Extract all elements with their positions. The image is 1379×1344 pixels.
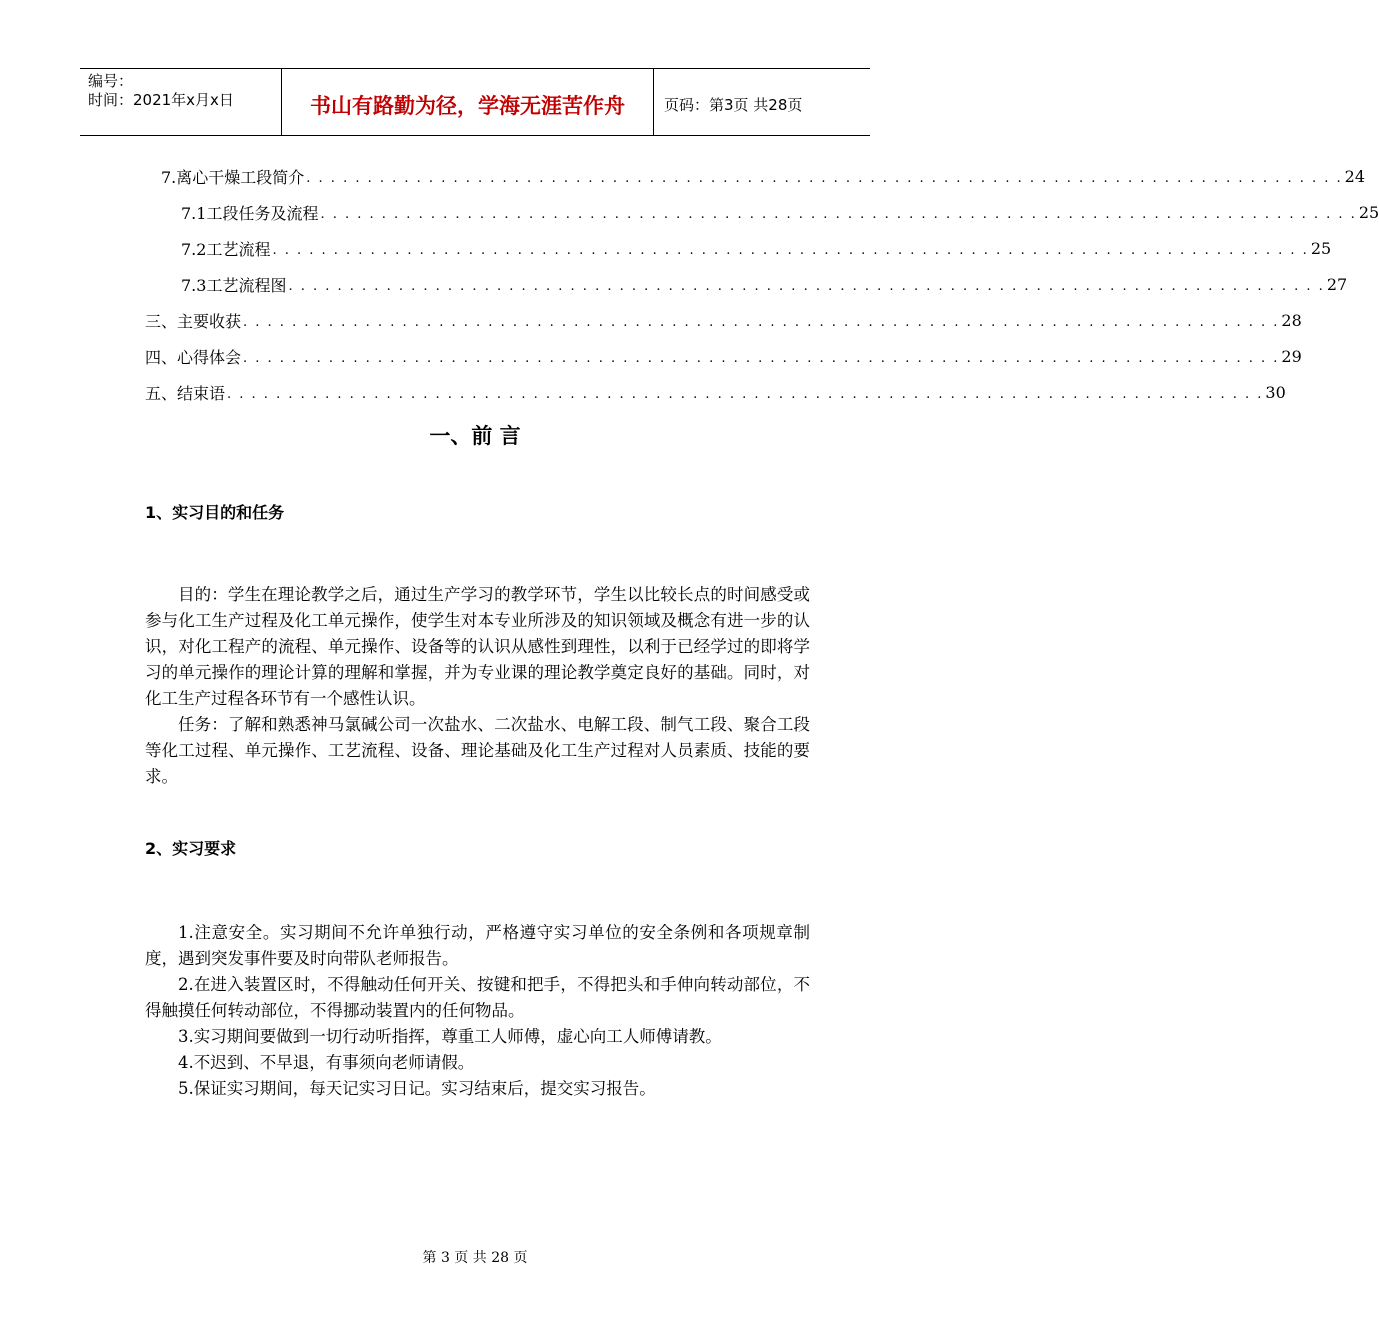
toc-entry-label: 7.2工艺流程 [181, 239, 271, 259]
toc-leader: . . . . . . . . . . . . . . . . . . . . . . . . . . . . . . . . . . . . . . . . . . . . . . . . . . . . . . . . . . . . . . . . . . . . . . . . . . . . . . . . . . . . . [227, 386, 1264, 402]
document-number-label: 编号： [88, 72, 134, 90]
toc-entry[interactable] [145, 338, 1302, 374]
subsection-body [145, 920, 810, 1102]
toc-entry[interactable] [145, 302, 1302, 338]
toc-leader: . . . . . . . . . . . . . . . . . . . . . . . . . . . . . . . . . . . . . . . . . . . . . . . . . . . . . . . . . . . . . . . . . . . . . . . . . . . . . . . . . . . . . [243, 350, 1280, 366]
paragraph: 1.注意安全。实习期间不允许单独行动，严格遵守实习单位的安全条例和各项规章制度，遇到突发事件要及时向带队老师报告。 [145, 923, 810, 968]
subsection-heading: 1、实习目的和任务 [145, 503, 285, 522]
toc-entry-page: 25 [1358, 202, 1379, 222]
toc-entry-page: 25 [1310, 238, 1332, 258]
paragraph: 任务：了解和熟悉神马氯碱公司一次盐水、二次盐水、电解工段、制气工段、聚合工段等化工过程、单元操作、工艺流程、设备、理论基础及化工生产过程对人员素质、技能的要求。 [145, 715, 810, 786]
page-footer: 第 3 页 共 28 页 [422, 1250, 528, 1266]
subsection-body [145, 582, 810, 790]
toc-entry-label: 7.3工艺流程图 [181, 275, 287, 295]
toc-entry-page: 24 [1344, 166, 1366, 186]
page-header [80, 68, 870, 136]
toc-entry[interactable] [145, 266, 1348, 302]
toc-leader: . . . . . . . . . . . . . . . . . . . . . . . . . . . . . . . . . . . . . . . . . . . . . . . . . . . . . . . . . . . . . . . . . . . . . . . . . . . . . . . . . . . . . [320, 206, 1357, 222]
table-of-contents [145, 158, 1379, 410]
section-title: 一、前 言 [429, 424, 521, 448]
toc-entry[interactable] [145, 158, 1366, 194]
header-motto: 书山有路勤为径，学海无涯苦作舟 [282, 69, 654, 135]
toc-leader: . . . . . . . . . . . . . . . . . . . . . . . . . . . . . . . . . . . . . . . . . . . . . . . . . . . . . . . . . . . . . . . . . . . . . . . . . . . . . . . . . . . . . [243, 314, 1280, 330]
header-page-info: 页码：第3页 共28页 [664, 95, 803, 114]
toc-entry-label: 三、主要收获 [145, 311, 242, 331]
toc-entry[interactable] [145, 194, 1379, 230]
paragraph: 目的：学生在理论教学之后，通过生产学习的教学环节，学生以比较长点的时间感受或参与化工生产过程及化工单元操作，使学生对本专业所涉及的知识领域及概念有进一步的认识，对化工程产的流程、单元操作、设备等的认识从感性到理性，以利于已经学过的即将学习的单元操作的理论计算的理解和掌握，并为专业课的理论教学奠定良好的基础。同时，对化工生产过程各环节有一个感性认识。 [145, 585, 810, 708]
paragraph: 4.不迟到、不早退，有事须向老师请假。 [178, 1053, 475, 1072]
paragraph: 5.保证实习期间，每天记实习日记。实习结束后，提交实习报告。 [178, 1079, 656, 1098]
toc-leader: . . . . . . . . . . . . . . . . . . . . . . . . . . . . . . . . . . . . . . . . . . . . . . . . . . . . . . . . . . . . . . . . . . . . . . . . . . . . . . . . . . . . . [288, 278, 1325, 294]
toc-leader: . . . . . . . . . . . . . . . . . . . . . . . . . . . . . . . . . . . . . . . . . . . . . . . . . . . . . . . . . . . . . . . . . . . . . . . . . . . . . . . . . . . . . [306, 170, 1343, 186]
toc-entry-page: 28 [1281, 310, 1302, 330]
toc-entry-label: 7.1工段任务及流程 [181, 203, 319, 223]
toc-entry-label: 四、心得体会 [145, 347, 242, 367]
paragraph: 3.实习期间要做到一切行动听指挥，尊重工人师傅，虚心向工人师傅请教。 [178, 1027, 722, 1046]
toc-entry[interactable] [145, 374, 1286, 410]
paragraph: 2.在进入装置区时，不得触动任何开关、按键和把手，不得把头和手伸向转动部位，不得触摸任何转动部位，不得挪动装置内的任何物品。 [145, 975, 810, 1020]
toc-entry-label: 五、结束语 [145, 383, 226, 403]
toc-entry-page: 29 [1281, 346, 1302, 366]
toc-leader: . . . . . . . . . . . . . . . . . . . . . . . . . . . . . . . . . . . . . . . . . . . . . . . . . . . . . . . . . . . . . . . . . . . . . . . . . . . . . . . . . . . . . [272, 242, 1309, 258]
toc-entry[interactable] [145, 230, 1332, 266]
document-date: 时间：2021年x月x日 [88, 91, 234, 109]
toc-entry-page: 27 [1326, 274, 1348, 294]
header-meta [80, 69, 282, 135]
toc-entry-label: 7.离心干燥工段简介 [161, 167, 305, 187]
subsection-heading: 2、实习要求 [145, 839, 237, 858]
toc-entry-page: 30 [1265, 382, 1286, 402]
